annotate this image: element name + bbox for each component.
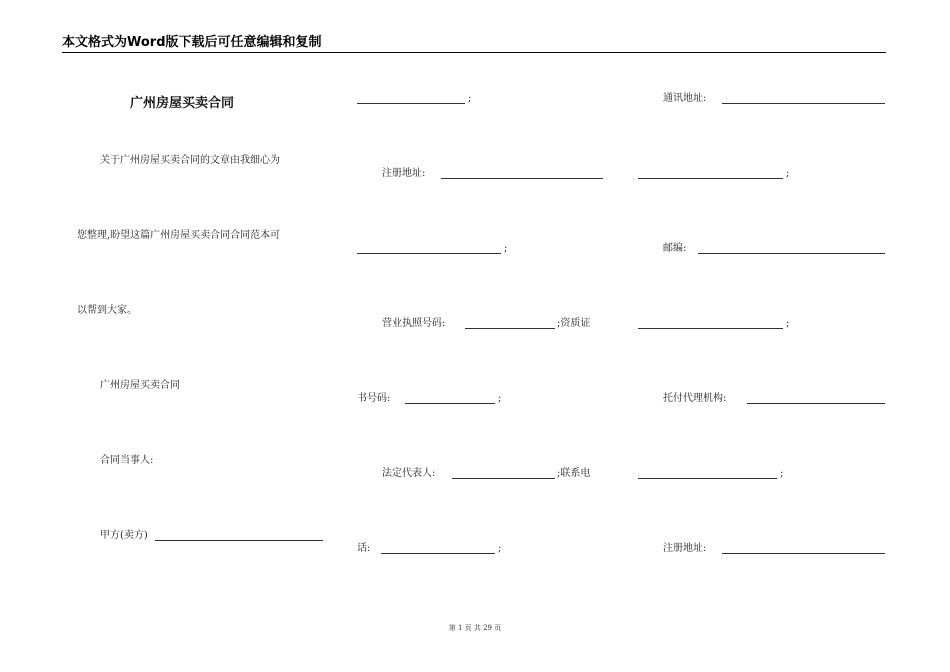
semicolon: ; bbox=[498, 543, 502, 554]
blank-line bbox=[357, 103, 465, 104]
cert-no-label: 书号码: bbox=[357, 393, 391, 404]
contact-suffix: ;联系电 bbox=[557, 468, 591, 479]
intro-line-2: 您整理,盼望这篇广州房屋买卖合同合同范本可 bbox=[77, 230, 281, 241]
seller-reg-address-label: 注册地址: bbox=[382, 168, 426, 179]
blank-line bbox=[357, 253, 501, 254]
contract-heading: 广州房屋买卖合同 bbox=[100, 380, 180, 391]
semicolon: ; bbox=[786, 318, 790, 329]
phone-blank bbox=[381, 553, 495, 554]
party-a-blank bbox=[155, 540, 323, 541]
header-title: 本文格式为Word版下载后可任意编辑和复制 bbox=[62, 35, 322, 50]
blank-line bbox=[638, 478, 777, 479]
mail-address-label: 通讯地址: bbox=[663, 93, 707, 104]
mail-address-blank bbox=[722, 103, 885, 104]
semicolon: ; bbox=[504, 243, 508, 254]
intro-line-1: 关于广州房屋买卖合同的文章由我细心为 bbox=[100, 155, 280, 166]
blank-line bbox=[638, 328, 783, 329]
semicolon: ; bbox=[786, 168, 790, 179]
document-title: 广州房屋买卖合同 bbox=[130, 96, 235, 111]
postcode-label: 邮编: bbox=[663, 243, 687, 254]
legal-rep-blank bbox=[452, 478, 555, 479]
agent-reg-address-blank bbox=[722, 553, 885, 554]
semicolon: ; bbox=[468, 93, 472, 104]
license-no-blank bbox=[465, 328, 555, 329]
phone-label: 话: bbox=[357, 543, 371, 554]
party-a-label: 甲方(卖方) bbox=[100, 530, 148, 541]
page-header bbox=[62, 36, 886, 53]
intro-line-3: 以帮到大家。 bbox=[77, 305, 137, 316]
agent-reg-address-label: 注册地址: bbox=[663, 543, 707, 554]
license-suffix: ;资质证 bbox=[557, 318, 591, 329]
postcode-blank bbox=[698, 253, 885, 254]
semicolon: ; bbox=[780, 468, 784, 479]
agent-blank bbox=[747, 403, 885, 404]
license-no-label: 营业执照号码: bbox=[382, 318, 446, 329]
cert-no-blank bbox=[405, 403, 495, 404]
agent-label: 托付代理机构: bbox=[663, 393, 727, 404]
page-number: 第 1 页 共 29 页 bbox=[448, 624, 502, 632]
legal-rep-label: 法定代表人: bbox=[382, 468, 436, 479]
semicolon: ; bbox=[498, 393, 502, 404]
contract-parties-label: 合同当事人: bbox=[100, 455, 154, 466]
blank-line bbox=[638, 178, 783, 179]
seller-reg-address-blank bbox=[441, 178, 603, 179]
